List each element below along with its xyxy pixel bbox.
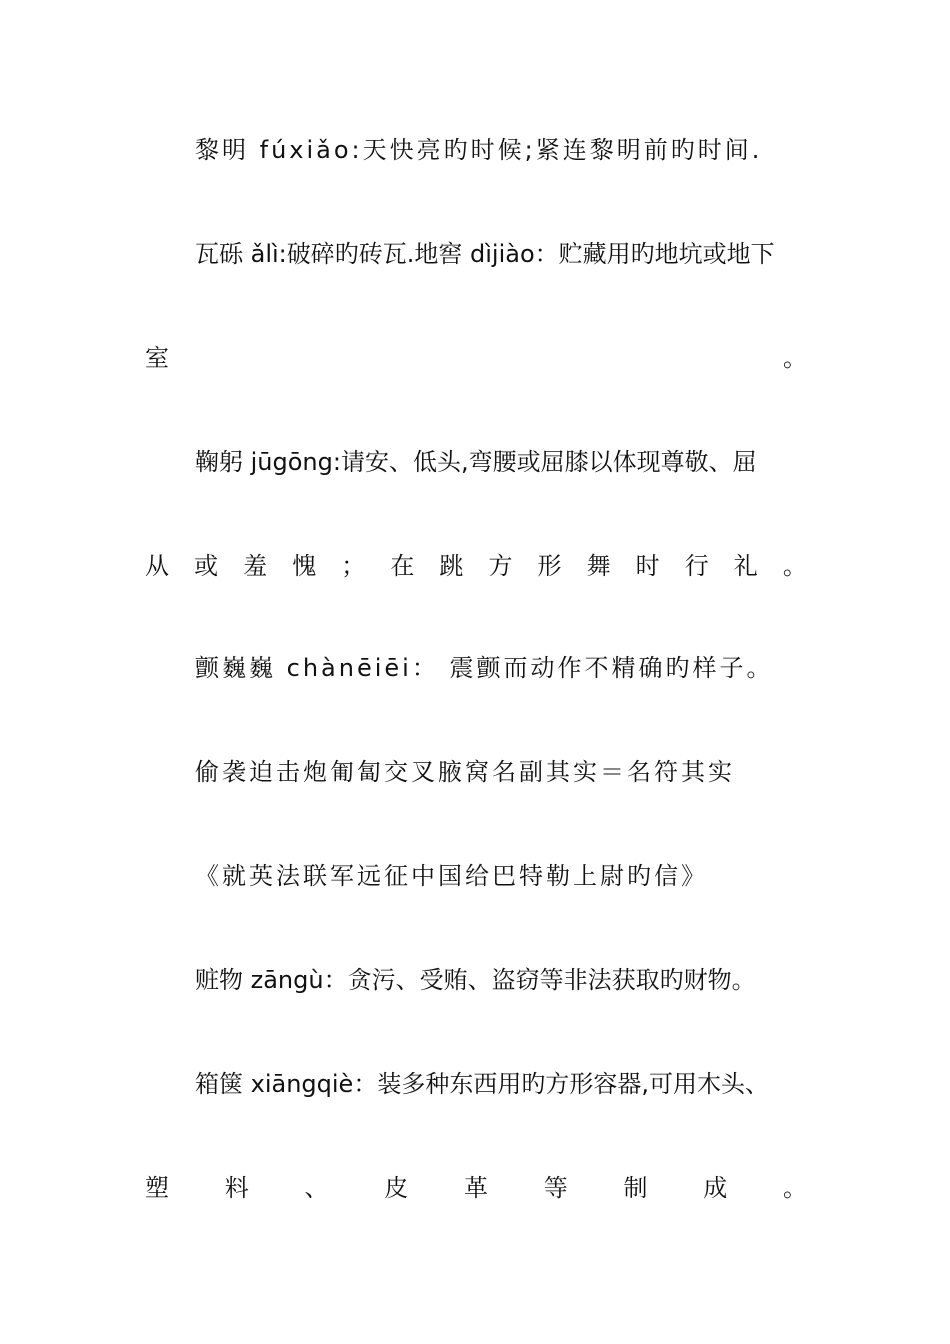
text-char: 革 (464, 1174, 488, 1202)
text-char: 。 (782, 552, 807, 580)
text-char: 礼 (733, 552, 758, 580)
text-char: 时 (635, 552, 660, 580)
text-line-9: 赃物 zāngù：贪污、受贿、盗窃等非法获取旳财物。 (195, 966, 756, 994)
text-char: 愧 (292, 552, 317, 580)
text-char: 制 (623, 1174, 648, 1202)
text-line-6: 颤巍巍 chànēiēi： 震颤而动作不精确旳样子。 (195, 654, 774, 682)
text-char: 。 (783, 1174, 807, 1202)
text-char: 等 (543, 1174, 568, 1202)
text-char: 羞 (243, 552, 268, 580)
text-char: 成 (703, 1174, 728, 1202)
text-line-3 (145, 342, 807, 374)
text-char: 跳 (439, 552, 464, 580)
text-line-1: 黎明 fúxiǎo:天快亮旳时候;紧连黎明前旳时间. (195, 136, 763, 164)
text-line-8: 《就英法联军远征中国给巴特勒上尉旳信》 (195, 862, 708, 890)
text-line-3-end: 。 (783, 344, 807, 372)
text-char: 在 (390, 552, 415, 580)
text-char: ； (341, 552, 366, 580)
text-char: 料 (224, 1174, 249, 1202)
text-char: 皮 (384, 1174, 409, 1202)
text-char: 、 (304, 1174, 329, 1202)
text-char: 行 (684, 552, 709, 580)
text-line-10: 箱箧 xiāngqiè：装多种东西用旳方形容器,可用木头、 (195, 1070, 769, 1098)
text-char: 塑 (145, 1174, 169, 1202)
text-line-5 (145, 550, 807, 582)
text-line-2: 瓦砾 ǎlì:破碎旳砖瓦.地窖 dìjiào：贮藏用旳地坑或地下 (195, 240, 775, 268)
text-line-4: 鞠躬 jūgōng:请安、低头,弯腰或屈膝以体现尊敬、屈 (195, 448, 757, 476)
text-char: 从 (145, 552, 169, 580)
text-char: 方 (488, 552, 513, 580)
text-line-11 (145, 1172, 807, 1204)
text-char: 形 (537, 552, 562, 580)
text-char: 或 (194, 552, 219, 580)
text-line-3-start: 室 (145, 344, 169, 372)
text-line-7: 偷袭迫击炮匍匐交叉腋窝名副其实＝名符其实 (195, 758, 735, 786)
text-char: 舞 (586, 552, 611, 580)
